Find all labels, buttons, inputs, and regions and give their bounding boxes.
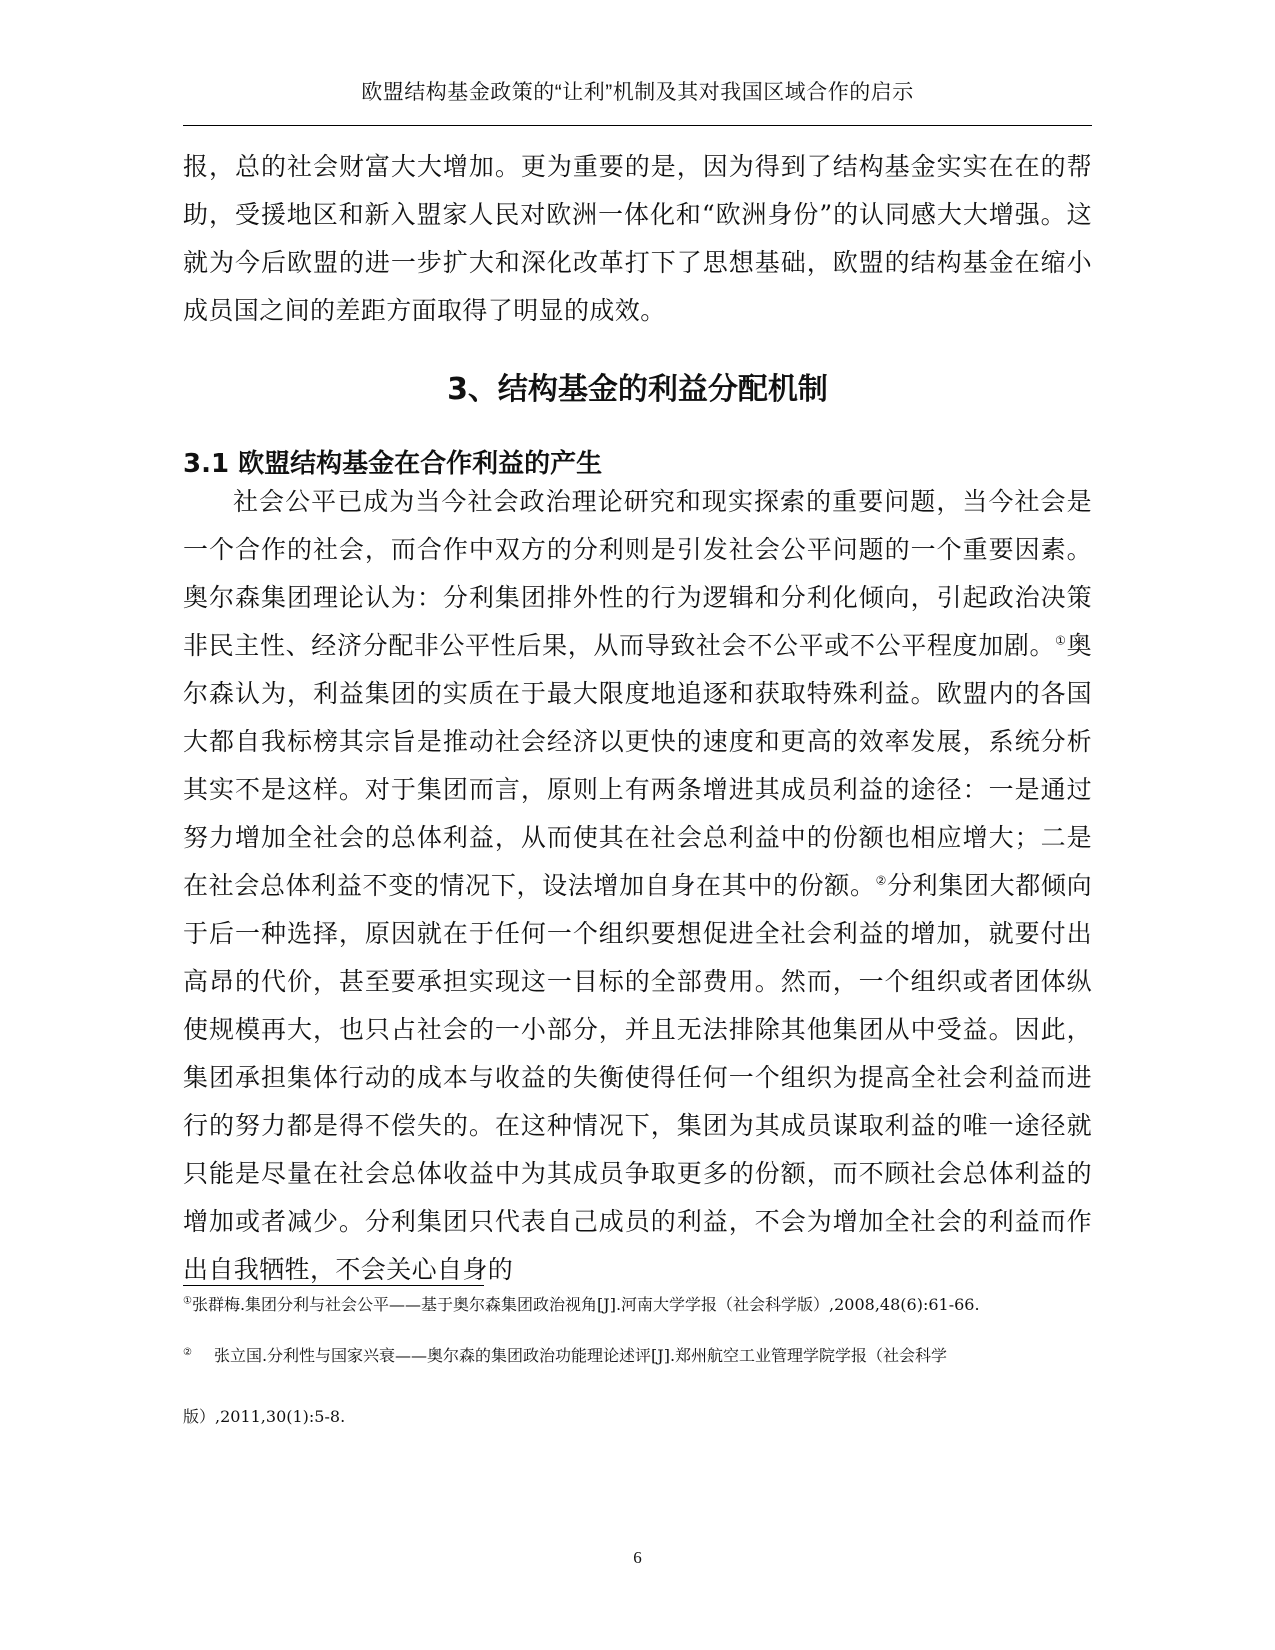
paragraph-text-part: 分利集团大都倾向于后一种选择，原因就在于任何一个组织要想促进全社会利益的增加，就要付出高昂的代价，甚至要承担实现这一目标的全部费用。然而，一个组织或者团体纵使规模再大，也只占社会的一小部分，并且无法排除其他集团从中受益。因此，集团承担集体行动的成本与收益的失衡使得任何一个组织为提高全社会利益而进行的努力都是得不偿失的。在这种情况下，集团为其成员谋取利益的唯一途径就只能是尽量在社会总体收益中为其成员争取更多的份额，而不顾社会总体利益的增加或者减少。分利集团只代表自己成员的利益，不会为增加全社会的利益而作出自我牺牲，不会关心自身的 [183,871,1092,1284]
footnote-reference-1[interactable]: ① [1055,633,1067,648]
page-number: 6 [633,1548,642,1567]
section-title: 3、结构基金的利益分配机制 [447,372,828,407]
footnote-1 [183,1294,1092,1316]
footnote-separator [183,1285,484,1286]
footnote-mark: ② [183,1346,192,1358]
paragraph-text-part: 社会公平已成为当今社会政治理论研究和现实探索的重要问题，当今社会是一个合作的社会，而合作中双方的分利则是引发社会公平问题的一个重要因素。奥尔森集团理论认为：分利集团排外性的行为逻辑和分利化倾向，引起政治决策非民主性、经济分配非公平性后果，从而导致社会不公平或不公平程度加剧。 [183,487,1092,660]
subsection-title: 3.1 欧盟结构基金在合作利益的产生 [183,449,603,479]
paragraph-continued: 报，总的社会财富大大增加。更为重要的是，因为得到了结构基金实实在在的帮助，受援地区和新入盟家人民对欧洲一体化和“欧洲身份”的认同感大大增强。这就为今后欧盟的进一步扩大和深化改革打下了思想基础，欧盟的结构基金在缩小成员国之间的差距方面取得了明显的成效。 [183,152,1092,325]
footnote-text: 张群梅.集团分利与社会公平——基于奥尔森集团政治视角[J].河南大学学报（社会科学版）,2008,48(6):61-66. [191,1295,980,1314]
footnote-mark: ① [183,1295,192,1307]
footnote-2 [183,1345,1092,1367]
footnote-2-continuation: 版）,2011,30(1):5-8. [183,1407,346,1426]
running-header: 欧盟结构基金政策的“让利”机制及其对我国区域合作的启示 [361,81,914,104]
footnote-reference-2[interactable]: ② [875,873,888,888]
header-rule [183,125,1092,126]
paragraph-text-part: 奥尔森认为，利益集团的实质在于最大限度地追逐和获取特殊利益。欧盟内的各国大都自我标榜其宗旨是推动社会经济以更快的速度和更高的效率发展，系统分析其实不是这样。对于集团而言，原则上有两条增进其成员利益的途径：一是通过努力增加全社会的总体利益，从而使其在社会总利益中的份额也相应增大；二是在社会总体利益不变的情况下，设法增加自身在其中的份额。 [183,631,1092,900]
paragraph-social-fairness [183,478,1092,1294]
footnote-text: 张立国.分利性与国家兴衰——奥尔森的集团政治功能理论述评[J].郑州航空工业管理学院学报（社会科学 [213,1346,948,1365]
